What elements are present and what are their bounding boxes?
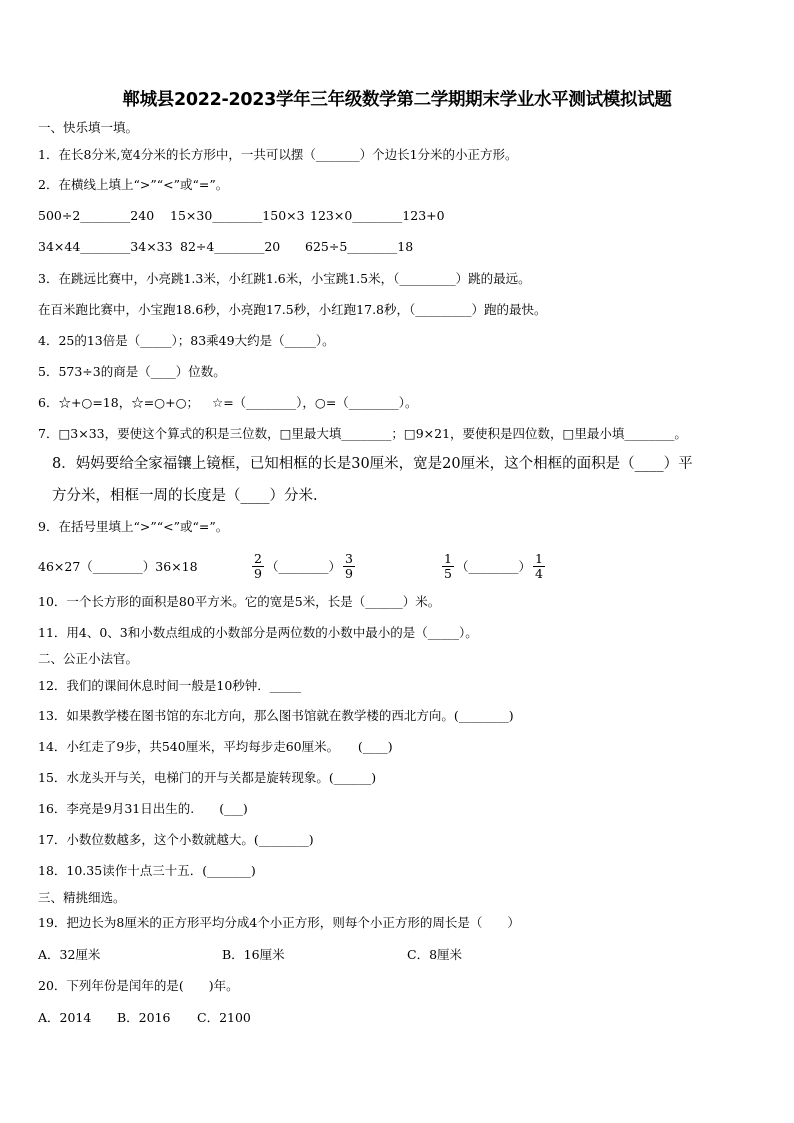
compare-item: 34×44________34×33 bbox=[38, 239, 173, 254]
numerator: 1 bbox=[534, 550, 543, 566]
denominator: 9 bbox=[344, 565, 353, 581]
compare-item: 123×0________123+0 bbox=[310, 208, 445, 223]
compare-item: 625÷5________18 bbox=[305, 239, 414, 254]
question-6-equation: 6．☆+○=18，☆=○+○； bbox=[38, 395, 199, 410]
compare-item: 82÷4________20 bbox=[180, 239, 281, 254]
question-11: 11．用4、0、3和小数点组成的小数部分是两位数的小数中最小的是（_____）。 bbox=[38, 625, 478, 640]
question-9-fraction-compare-1 bbox=[250, 548, 357, 584]
numerator: 1 bbox=[444, 550, 452, 566]
section-heading-true-false: 二、公正小法官。 bbox=[38, 651, 139, 666]
question-2-row-1 bbox=[0, 207, 794, 225]
question-6 bbox=[0, 394, 794, 412]
question-14: 14．小红走了9步，共540厘米，平均每步走60厘米。 (____) bbox=[38, 739, 393, 754]
question-7: 7．□3×33，要使这个算式的积是三位数，□里最大填________；□9×21，要使积是四位数，□里最小填________。 bbox=[38, 426, 687, 441]
page-title: 郸城县2022-2023学年三年级数学第二学期期末学业水平测试模拟试题 bbox=[122, 90, 672, 110]
option-c: C．8厘米 bbox=[407, 947, 463, 962]
question-5: 5．573÷3的商是（____）位数。 bbox=[38, 364, 226, 379]
question-19-options bbox=[0, 946, 794, 964]
question-9: 9．在括号里填上“>”“<”或“=”。 bbox=[38, 519, 229, 534]
question-9-multiplication bbox=[38, 548, 198, 584]
option-b: B．2016 bbox=[117, 1010, 171, 1025]
option-b: B．16厘米 bbox=[222, 947, 285, 962]
question-3-long-jump: 3．在跳远比赛中，小亮跳1.3米，小红跳1.6米，小宝跳1.5米，（_________）跳的最远。 bbox=[38, 271, 531, 286]
question-2: 2．在横线上填上“>”“<”或“=”。 bbox=[38, 177, 229, 192]
fraction bbox=[442, 552, 454, 581]
question-8-line-2: 方分米，相框一周的长度是（____）分米. bbox=[52, 488, 318, 504]
answer-blank: （________） bbox=[265, 559, 341, 574]
question-13: 13．如果教学楼在图书馆的东北方向，那么图书馆就在教学楼的西北方向。(________) bbox=[38, 708, 514, 723]
question-20: 20．下列年份是闰年的是( )年。 bbox=[38, 978, 239, 993]
question-6-blanks: ☆=（________），○=（________）。 bbox=[212, 395, 418, 410]
fraction bbox=[533, 552, 545, 581]
compare-item: 46×27（________）36×18 bbox=[38, 559, 198, 574]
compare-item: 15×30________150×3 bbox=[170, 208, 305, 223]
question-12: 12．我们的课间休息时间一般是10秒钟．_____ bbox=[38, 678, 302, 693]
question-18: 18．10.35读作十点三十五．(_______) bbox=[38, 863, 256, 878]
question-4: 4．25的13倍是（_____）；83乘49大约是（_____）。 bbox=[38, 333, 335, 348]
section-heading-multiple-choice: 三、精挑细选。 bbox=[38, 890, 126, 905]
answer-blank: （________） bbox=[455, 559, 531, 574]
question-17: 17．小数位数越多，这个小数就越大。(________) bbox=[38, 832, 314, 847]
question-19: 19．把边长为8厘米的正方形平均分成4个小正方形，则每个小正方形的周长是（ ） bbox=[38, 915, 520, 930]
compare-item: 500÷2________240 bbox=[38, 208, 155, 223]
question-10: 10．一个长方形的面积是80平方米。它的宽是5米，长是（______）米。 bbox=[38, 594, 441, 609]
question-3-sprint: 在百米跑比赛中，小宝跑18.6秒，小亮跑17.5秒，小红跑17.8秒，（_________）跑的最快。 bbox=[38, 302, 547, 317]
question-15: 15．水龙头开与关，电梯门的开与关都是旋转现象。(______) bbox=[38, 770, 377, 785]
question-2-row-2 bbox=[0, 238, 794, 256]
question-20-options bbox=[0, 1009, 794, 1027]
denominator: 5 bbox=[444, 565, 452, 581]
fraction bbox=[252, 552, 264, 581]
option-a: A．32厘米 bbox=[38, 947, 101, 962]
question-8-line-1: 8．妈妈要给全家福镶上镜框，已知相框的长是30厘米，宽是20厘米，这个相框的面积是（____）平 bbox=[52, 456, 693, 472]
section-heading-fill-in: 一、快乐填一填。 bbox=[38, 120, 139, 135]
option-c: C．2100 bbox=[197, 1010, 251, 1025]
numerator: 2 bbox=[254, 550, 262, 566]
question-16: 16．李亮是9月31日出生的. (___) bbox=[38, 801, 248, 816]
denominator: 9 bbox=[254, 565, 262, 581]
question-1: 1．在长8分米,宽4分米的长方形中，一共可以摆（_______）个边长1分米的小正方形。 bbox=[38, 147, 518, 162]
denominator: 4 bbox=[534, 565, 543, 581]
numerator: 3 bbox=[344, 550, 353, 566]
question-9-fraction-compare-2 bbox=[440, 548, 547, 584]
option-a: A．2014 bbox=[38, 1010, 92, 1025]
fraction bbox=[343, 552, 355, 581]
